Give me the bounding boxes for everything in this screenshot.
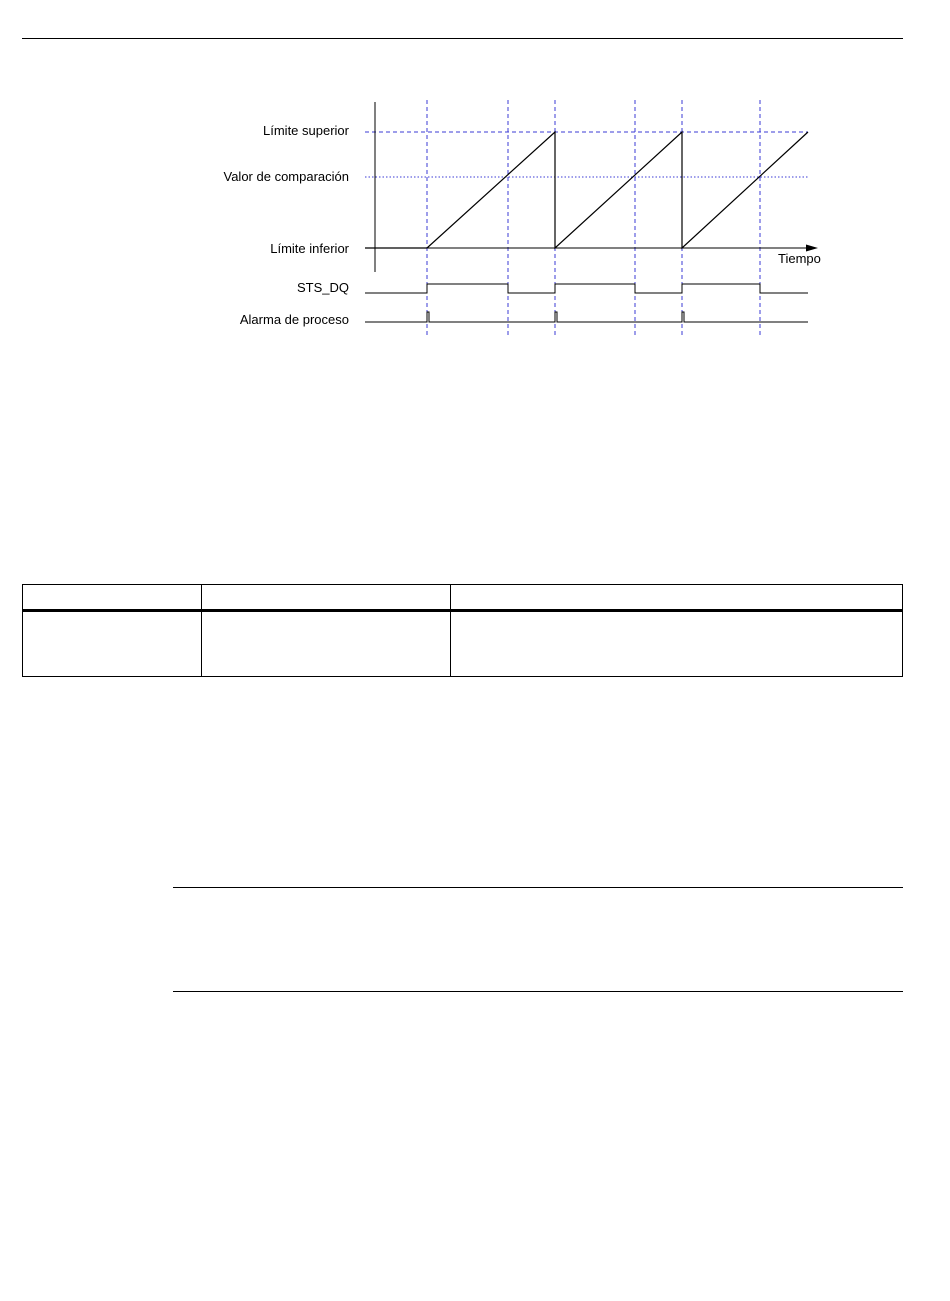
table-header-cell xyxy=(201,585,450,611)
process-alarm-label: Alarma de proceso xyxy=(239,312,349,327)
table-cell xyxy=(23,611,202,677)
table-cell xyxy=(450,611,903,677)
counter-timing-diagram xyxy=(0,0,950,360)
table-header-cell xyxy=(450,585,903,611)
table-row xyxy=(23,611,903,677)
table-cell xyxy=(201,611,450,677)
parameter-table xyxy=(22,584,903,677)
upper-limit-label: Límite superior xyxy=(263,123,349,138)
sts-dq-signal xyxy=(365,284,808,293)
lower-limit-label: Límite inferior xyxy=(270,241,349,256)
compare-value-label: Valor de comparación xyxy=(223,169,349,184)
axes xyxy=(365,102,808,272)
time-axis-label: Tiempo xyxy=(778,251,821,266)
table-header-row xyxy=(23,585,903,611)
sts-dq-label: STS_DQ xyxy=(296,280,349,295)
note-top-rule xyxy=(173,887,903,888)
process-alarm-signal xyxy=(365,312,808,322)
counter-value-ramp xyxy=(365,132,808,248)
note-bottom-rule xyxy=(173,991,903,992)
table-header-cell xyxy=(23,585,202,611)
